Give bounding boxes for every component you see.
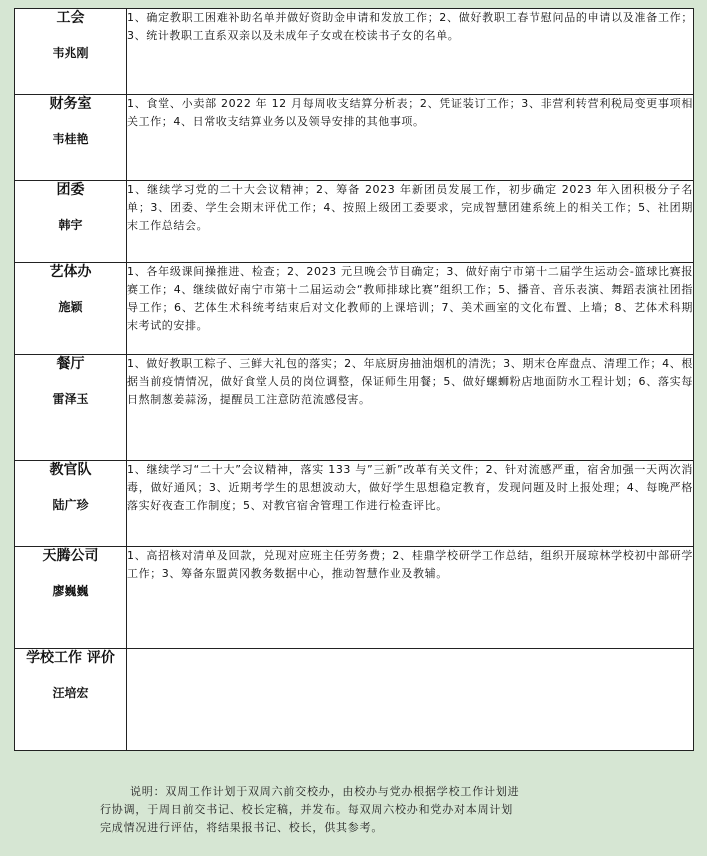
department-name: 团委: [56, 182, 85, 198]
department-cell: [15, 649, 127, 751]
tasks-text: 1、做好教职工粽子、三鲜大礼包的落实；2、年底厨房抽油烟机的清洗；3、期末仓库盘点、清理工作；4、根据当前疫情情况，做好食堂人员的岗位调整，保证师生用餐；5、做好螺蛳粉店地面防水工程计划；6、落实每日熬制葱姜蒜汤，提醒员工注意防范流感侵害。: [127, 357, 693, 406]
department-cell: [15, 181, 127, 263]
department-name: 艺体办: [49, 264, 92, 280]
tasks-text: 1、继续学习“二十大”会议精神，落实 133 与”三新”改革有关文件；2、针对流感严重，宿舍加强一天两次消毒，做好通风；3、近期考学生的思想波动大，做好学生思想稳定教育，发现问题及时上报处理；4、每晚严格落实好夜查工作制度；5、对教官宿舍管理工作进行检查评比。: [127, 463, 693, 512]
table-row: [15, 263, 694, 355]
table-row: [15, 649, 694, 751]
department-cell: [15, 461, 127, 547]
tasks-text: 1、高招核对清单及回款，兑现对应班主任劳务费；2、桂鼎学校研学工作总结，组织开展琼林学校初中部研学工作；3、筹备东盟黄冈教务数据中心，推动智慧作业及教辅。: [127, 549, 693, 580]
tasks-cell: [127, 9, 694, 95]
department-person: 韩宇: [58, 218, 83, 232]
department-name: 工会: [56, 10, 85, 26]
work-plan-table: [14, 8, 694, 751]
department-cell: [15, 9, 127, 95]
department-person: 施颖: [58, 300, 83, 314]
tasks-text: 1、食堂、小卖部 2022 年 12 月每周收支结算分析表；2、凭证装订工作；3、非营利转营利税局变更事项相关工作；4、日常收支结算业务以及领导安排的其他事项。: [127, 97, 693, 128]
tasks-cell: [127, 355, 694, 461]
tasks-cell: [127, 181, 694, 263]
table-row: [15, 95, 694, 181]
note-line: 行协调，于周日前交书记、校长定稿，并发布。每双周六校办和党办对本周计划: [100, 803, 513, 816]
department-cell: [15, 95, 127, 181]
table-row: [15, 181, 694, 263]
department-cell: [15, 263, 127, 355]
note-line: 说明：双周工作计划于双周六前交校办，由校办与党办根据学校工作计划进: [130, 785, 520, 798]
department-name: 财务室: [49, 96, 92, 112]
department-name: 学校工作 评价: [26, 650, 115, 666]
department-cell: [15, 355, 127, 461]
tasks-cell: [127, 263, 694, 355]
table-row: [15, 355, 694, 461]
tasks-cell: [127, 95, 694, 181]
department-person: 韦桂艳: [52, 132, 89, 146]
department-name: 餐厅: [56, 356, 85, 372]
explanation-note: [100, 783, 660, 837]
tasks-cell: [127, 649, 694, 751]
tasks-text: 1、各年级课间操推进、检查；2、2023 元旦晚会节目确定；3、做好南宁市第十二届学生运动会-篮球比赛报赛工作；4、继续做好南宁市第十二届运动会“教师排球比赛”组织工作；5、播音、音乐表演、舞蹈表演社团指导工作；6、艺体生术科统考结束后对文化教师的上课培训；7、美术画室的文化布置、上墙；8、艺体术科期末考试的安排。: [127, 265, 693, 332]
department-person: 雷泽玉: [52, 392, 89, 406]
table-row: [15, 461, 694, 547]
department-person: 陆广珍: [52, 498, 89, 512]
tasks-text: 1、确定教职工困难补助名单并做好资助金申请和发放工作；2、做好教职工春节慰问品的申请以及准备工作；3、统计教职工直系双亲以及未成年子女或在校读书子女的名单。: [127, 11, 693, 42]
note-line: 完成情况进行评估，将结果报书记、校长，供其参考。: [100, 821, 384, 834]
department-person: 汪培宏: [52, 686, 89, 700]
department-name: 教官队: [49, 462, 92, 478]
table-row: [15, 9, 694, 95]
tasks-text: 1、继续学习党的二十大会议精神；2、筹备 2023 年新团员发展工作，初步确定 2023 年入团积极分子名单；3、团委、学生会期末评优工作；4、按照上级团工委要求，完成智慧团建系统上的相关工作；5、社团期末工作总结会。: [127, 183, 693, 232]
tasks-cell: [127, 547, 694, 649]
department-name: 天腾公司: [42, 548, 99, 564]
tasks-cell: [127, 461, 694, 547]
table-row: [15, 547, 694, 649]
department-person: 廖巍巍: [52, 584, 89, 598]
department-person: 韦兆刚: [52, 46, 89, 60]
department-cell: [15, 547, 127, 649]
